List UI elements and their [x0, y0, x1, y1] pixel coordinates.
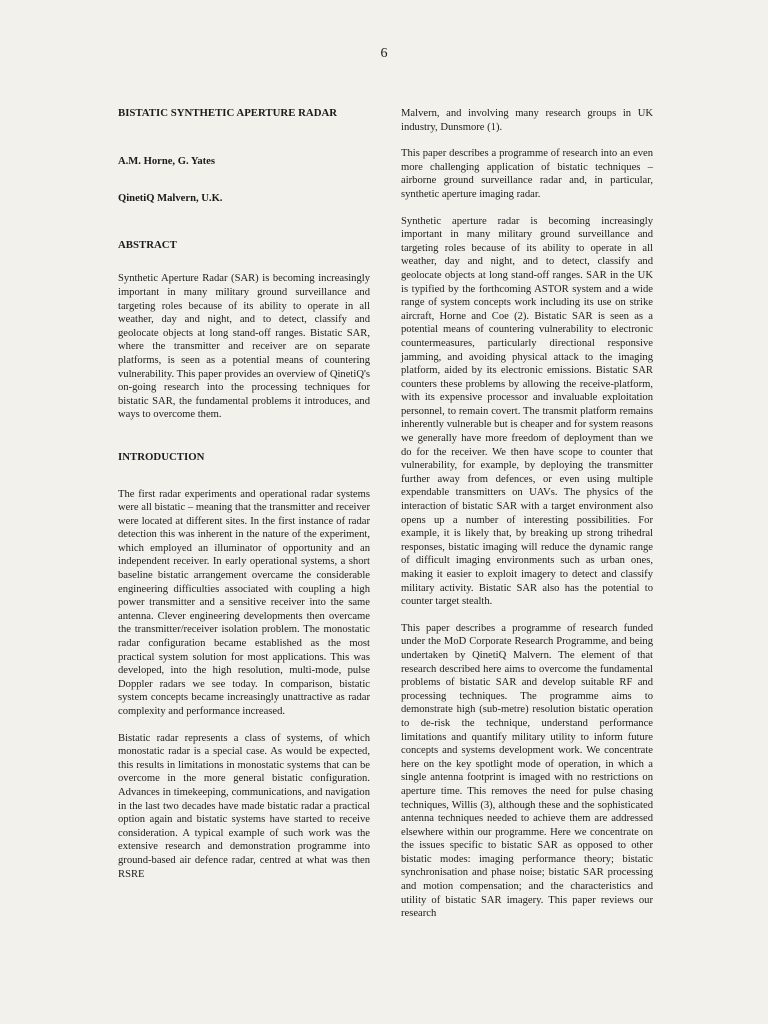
right-paragraph-4: This paper describes a programme of research funded under the MoD Corporate Research Programme, and being undertaken by QinetiQ Malvern. The element of that research described here aims to overcome the fundamental problems of bistatic SAR and develop suitable RF and processing techniques. The programme aims to demonstrate high (sub-metre) resolution bistatic operation to de-risk the technique, understand performance limitations and quantify military utility to inform future concepts and systems development work. We concentrate here on the key spotlight mode of operation, in which a single antenna footprint is imaged with no restrictions on aperture time. This removes the need for pulse chasing techniques, Willis (3), although these and the sophisticated antenna techniques needed to achieve them are addressed elsewhere within our programme. Here we concentrate on the issues specific to bistatic SAR as opposed to other bistatic modes: imaging performance theory; bistatic synchronisation and phase noise; bistatic SAR processing and motion compensation; and the characteristics and utility of bistatic SAR imagery. This paper reviews our research	[401, 622, 653, 920]
intro-paragraph-2: Bistatic radar represents a class of systems, of which monostatic radar is a special case. As would be expected, this results in limitations in monostatic systems that can be overcome in the more general bistatic configuration. Advances in timekeeping, communications, and navigation in the last two decades have made bistatic radar a practical option again and bistatic systems have started to receive consideration. A typical example of such work was the extensive research and demonstration programme into ground-based air defence radar, centred at what was then RSRE	[118, 732, 370, 880]
right-paragraph-1: Malvern, and involving many research groups in UK industry, Dunsmore (1).	[401, 108, 653, 133]
right-column	[401, 107, 653, 921]
page-number: 6	[380, 46, 388, 61]
right-paragraph-3: Synthetic aperture radar is becoming increasingly important in many military ground surveillance and targeting roles because of its ability to operate in all weather, day and night, and to detect, classify and geolocate objects at long stand-off ranges. SAR in the UK is typified by the forthcoming ASTOR system and a wide range of system concepts work including its use on strike aircraft, Horne and Coe (2). Bistatic SAR is seen as a potential means of countering vulnerability to electronic countermeasures, particularly directional responsive jamming, and avoiding physical attack to the imaging platform, aided by its electronic emissions. Bistatic SAR counters these problems by allowing the receive-platform, with its expensive processor and invaluable exploitation personnel, to remain covert. The transmit platform remains inherently vulnerable but is cheaper and for system reasons we generally have more freedom of deployment than we do for the receiver. We then have scope to counter that vulnerability, for example, by deploying the transmitter further away from defences, or even using multiple expendable transmitters on UAVs. The physics of the interaction of bistatic SAR with a target environment also opens up a number of interesting possibilities. For example, it is likely that, by breaking up strong trihedral responses, bistatic imaging will reduce the dynamic range of difficult imaging environments such as urban ones, making it easier to exploit imagery to detect and classify military activity. Bistatic SAR also has the potential to counter target stealth.	[401, 215, 653, 608]
intro-paragraph-1: The first radar experiments and operational radar systems were all bistatic – meaning that the transmitter and receiver were located at different sites. In the first instance of radar detection this was inherent in the nature of the experiment, which employed an illuminator of opportunity and an independent receiver. In early operational systems, a short baseline bistatic arrangement overcame the considerable engineering difficulties associated with coupling a high power transmitter and a sensitive receiver into the same antenna. Clever engineering developments then overcame the transmitter/receiver isolation problem. The monostatic radar configuration became established as the most practical system solution for most applications. This was developed, into the high resolution, multi-mode, pulse Doppler radars we see today. In comparison, bistatic system concepts became increasingly unattractive as radar complexity and performance increased.	[118, 488, 370, 717]
abstract-text: Synthetic Aperture Radar (SAR) is becoming increasingly important in many military ground surveillance and targeting roles because of its ability to operate in all weather, day and night, and to detect, classify and geolocate objects at long stand-off ranges. Bistatic SAR, where the transmitter and receiver are on separate platforms, is seen as a potential means of countering vulnerability. This paper provides an overview of QinetiQ's on-going research into the processing techniques for bistatic SAR, the fundamental problems it introduces, and ways to overcome them.	[118, 273, 370, 421]
introduction-heading: INTRODUCTION	[118, 450, 205, 463]
paper-title: BISTATIC SYNTHETIC APERTURE RADAR	[118, 107, 338, 119]
authors: A.M. Horne, G. Yates	[118, 155, 215, 167]
affiliation: QinetiQ Malvern, U.K.	[118, 193, 223, 205]
abstract-heading: ABSTRACT	[118, 238, 177, 251]
left-column	[118, 107, 370, 881]
right-paragraph-2: This paper describes a programme of research into an even more challenging application of bistatic techniques – airborne ground surveillance radar and, in particular, synthetic aperture imaging radar.	[401, 148, 653, 200]
